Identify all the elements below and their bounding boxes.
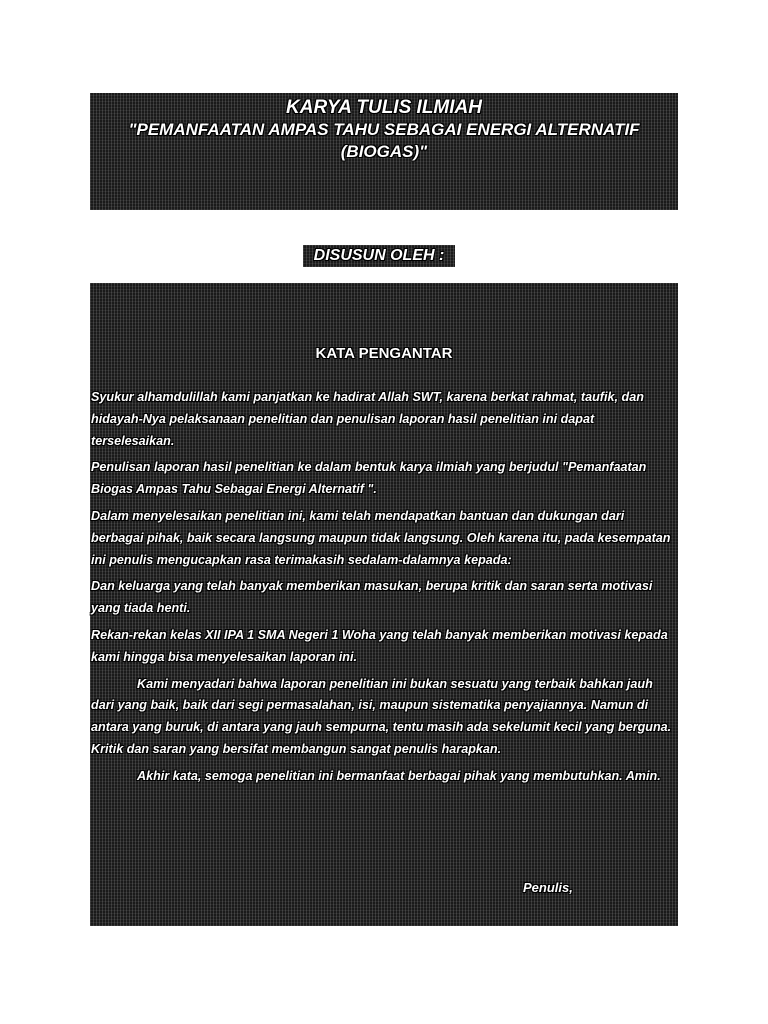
preface-paragraph: Dalam menyelesaikan penelitian ini, kami telah mendapatkan bantuan dan dukungan dari berbagai pihak, baik secara langsung maupun tidak langsung. Oleh karena itu, pada kesempatan ini penulis mengucapkan rasa terimakasih sedalam-dalamnya kepada: xyxy=(91,508,671,567)
preface-block xyxy=(90,283,678,926)
title-block xyxy=(90,93,678,210)
preface-paragraph: Syukur alhamdulillah kami panjatkan ke hadirat Allah SWT, karena berkat rahmat, taufik, dan hidayah-Nya pelaksanaan penelitian dan penulisan laporan hasil penelitian ini dapat terselesaikan. xyxy=(91,390,644,448)
preface-heading: KATA PENGANTAR xyxy=(315,345,453,362)
signature: Penulis, xyxy=(523,880,573,895)
preface-paragraph: Rekan-rekan kelas XII IPA 1 SMA Negeri 1 Woha yang telah banyak memberikan motivasi kepada kami hingga bisa menyelesaikan laporan ini. xyxy=(91,627,668,664)
preface-body xyxy=(91,387,676,793)
author-label: DISUSUN OLEH : xyxy=(303,245,455,267)
document-title: KARYA TULIS ILMIAH xyxy=(286,97,482,118)
preface-paragraph: Kami menyadari bahwa laporan penelitian ini bukan sesuatu yang terbaik bahkan jauh dari yang baik, baik dari segi permasalahan, isi, maupun sistematika penyajiannya. Namun di antara yang buruk, di antara yang jauh sempurna, tentu masih ada sekelumit kecil yang berguna. Kritik dan saran yang bersifat membangun sangat penulis harapkan. xyxy=(91,676,672,756)
document-subtitle: "PEMANFAATAN AMPAS TAHU SEBAGAI ENERGI ALTERNATIF (BIOGAS)" xyxy=(128,120,640,161)
preface-paragraph: Akhir kata, semoga penelitian ini bermanfaat berbagai pihak yang membutuhkan. Amin. xyxy=(137,768,661,783)
preface-paragraph: Dan keluarga yang telah banyak memberikan masukan, berupa kritik dan saran serta motivasi yang tiada henti. xyxy=(91,579,653,616)
preface-paragraph: Penulisan laporan hasil penelitian ke dalam bentuk karya ilmiah yang berjudul "Pemanfaatan Biogas Ampas Tahu Sebagai Energi Alternatif ". xyxy=(91,460,647,497)
